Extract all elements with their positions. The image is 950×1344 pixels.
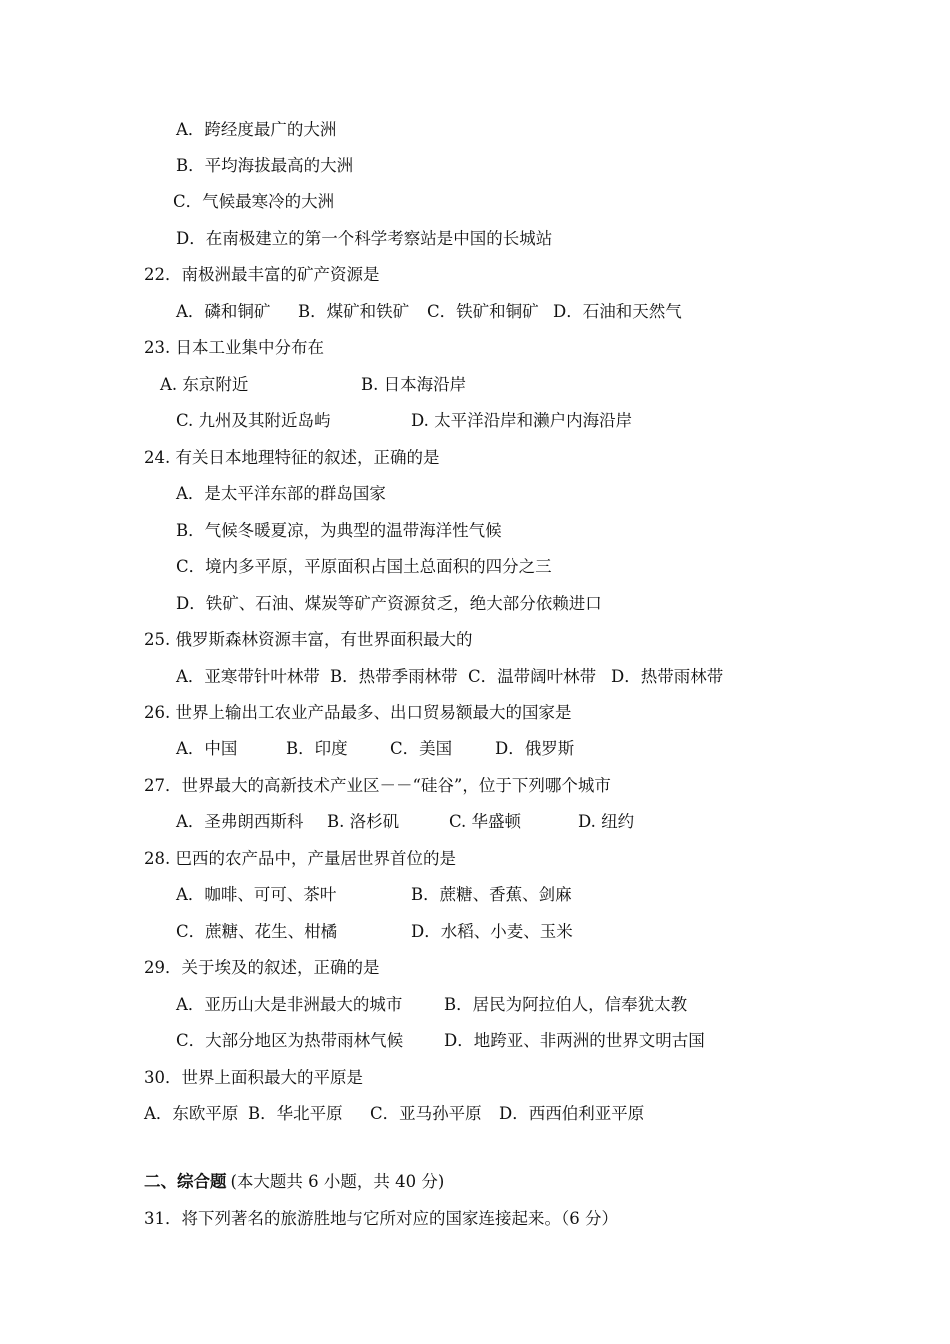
q27-option-a: A．圣弗朗西斯科 <box>176 812 304 831</box>
q22-stem: 22．南极洲最丰富的矿产资源是 <box>144 265 380 284</box>
q25-option-b: B．热带季雨林带 <box>330 667 458 686</box>
q26-option-b: B．印度 <box>286 739 348 758</box>
q22-option-d: D．石油和天然气 <box>553 302 682 321</box>
q31-stem: 31．将下列著名的旅游胜地与它所对应的国家连接起来。（6 分） <box>144 1209 618 1228</box>
section-note: (本大题共 6 小题，共 40 分) <box>230 1172 445 1191</box>
q23-option-b: B. 日本海沿岸 <box>361 375 467 394</box>
q28-option-d: D．水稻、小麦、玉米 <box>411 922 573 941</box>
q27-option-b: B. 洛杉矶 <box>327 812 400 831</box>
q24-stem: 24. 有关日本地理特征的叙述，正确的是 <box>144 448 440 467</box>
q25-option-c: C．温带阔叶林带 <box>468 667 597 686</box>
q29-stem: 29．关于埃及的叙述，正确的是 <box>144 958 380 977</box>
q25-option-d: D．热带雨林带 <box>611 667 724 686</box>
section-heading <box>144 1171 444 1193</box>
q26-option-d: D．俄罗斯 <box>495 739 575 758</box>
q28-stem: 28. 巴西的农产品中，产量居世界首位的是 <box>144 849 456 868</box>
q29-option-d: D．地跨亚、非两洲的世界文明古国 <box>444 1031 705 1050</box>
q26-option-c: C．美国 <box>390 739 453 758</box>
q24-option-b: B．气候冬暖夏凉，为典型的温带海洋性气候 <box>176 521 502 540</box>
q29-option-b: B．居民为阿拉伯人，信奉犹太教 <box>444 995 688 1014</box>
q22-option-c: C．铁矿和铜矿 <box>427 302 539 321</box>
q30-option-c: C．亚马孙平原 <box>370 1104 482 1123</box>
q23-option-a: A. 东京附近 <box>160 375 249 394</box>
q28-option-a: A．咖啡、可可、茶叶 <box>176 885 337 904</box>
q29-option-a: A．亚历山大是非洲最大的城市 <box>176 995 403 1014</box>
q30-option-d: D．西西伯利亚平原 <box>499 1104 645 1123</box>
q27-option-c: C. 华盛顿 <box>449 812 522 831</box>
q27-option-d: D. 纽约 <box>578 812 635 831</box>
q29-option-c: C．大部分地区为热带雨林气候 <box>176 1031 404 1050</box>
q24-option-d: D．铁矿、石油、煤炭等矿产资源贫乏，绝大部分依赖进口 <box>176 594 602 613</box>
q23-option-c: C. 九州及其附近岛屿 <box>176 411 331 430</box>
q24-option-a: A．是太平洋东部的群岛国家 <box>176 484 386 503</box>
q21-option-d: D．在南极建立的第一个科学考察站是中国的长城站 <box>176 229 553 248</box>
q24-option-c: C．境内多平原，平原面积占国土总面积的四分之三 <box>176 557 552 576</box>
q26-stem: 26. 世界上输出工农业产品最多、出口贸易额最大的国家是 <box>144 703 572 722</box>
q21-option-a: A．跨经度最广的大洲 <box>176 120 337 139</box>
section-title: 二、综合题 <box>144 1172 227 1191</box>
q23-stem: 23. 日本工业集中分布在 <box>144 338 324 357</box>
q30-option-a: A．东欧平原 <box>144 1104 239 1123</box>
q22-option-a: A．磷和铜矿 <box>176 302 271 321</box>
q30-stem: 30．世界上面积最大的平原是 <box>144 1068 363 1087</box>
q26-option-a: A．中国 <box>176 739 238 758</box>
q30-option-b: B．华北平原 <box>248 1104 343 1123</box>
q28-option-b: B．蔗糖、香蕉、剑麻 <box>411 885 572 904</box>
q22-option-b: B．煤矿和铁矿 <box>298 302 410 321</box>
q25-stem: 25. 俄罗斯森林资源丰富，有世界面积最大的 <box>144 630 473 649</box>
q25-option-a: A．亚寒带针叶林带 <box>176 667 320 686</box>
q21-option-c: C．气候最寒冷的大洲 <box>173 192 335 211</box>
q21-option-b: B．平均海拔最高的大洲 <box>176 156 354 175</box>
q23-option-d: D. 太平洋沿岸和濑户内海沿岸 <box>411 411 633 430</box>
q27-stem: 27．世界最大的高新技术产业区－－“硅谷”，位于下列哪个城市 <box>144 776 611 795</box>
q28-option-c: C．蔗糖、花生、柑橘 <box>176 922 338 941</box>
